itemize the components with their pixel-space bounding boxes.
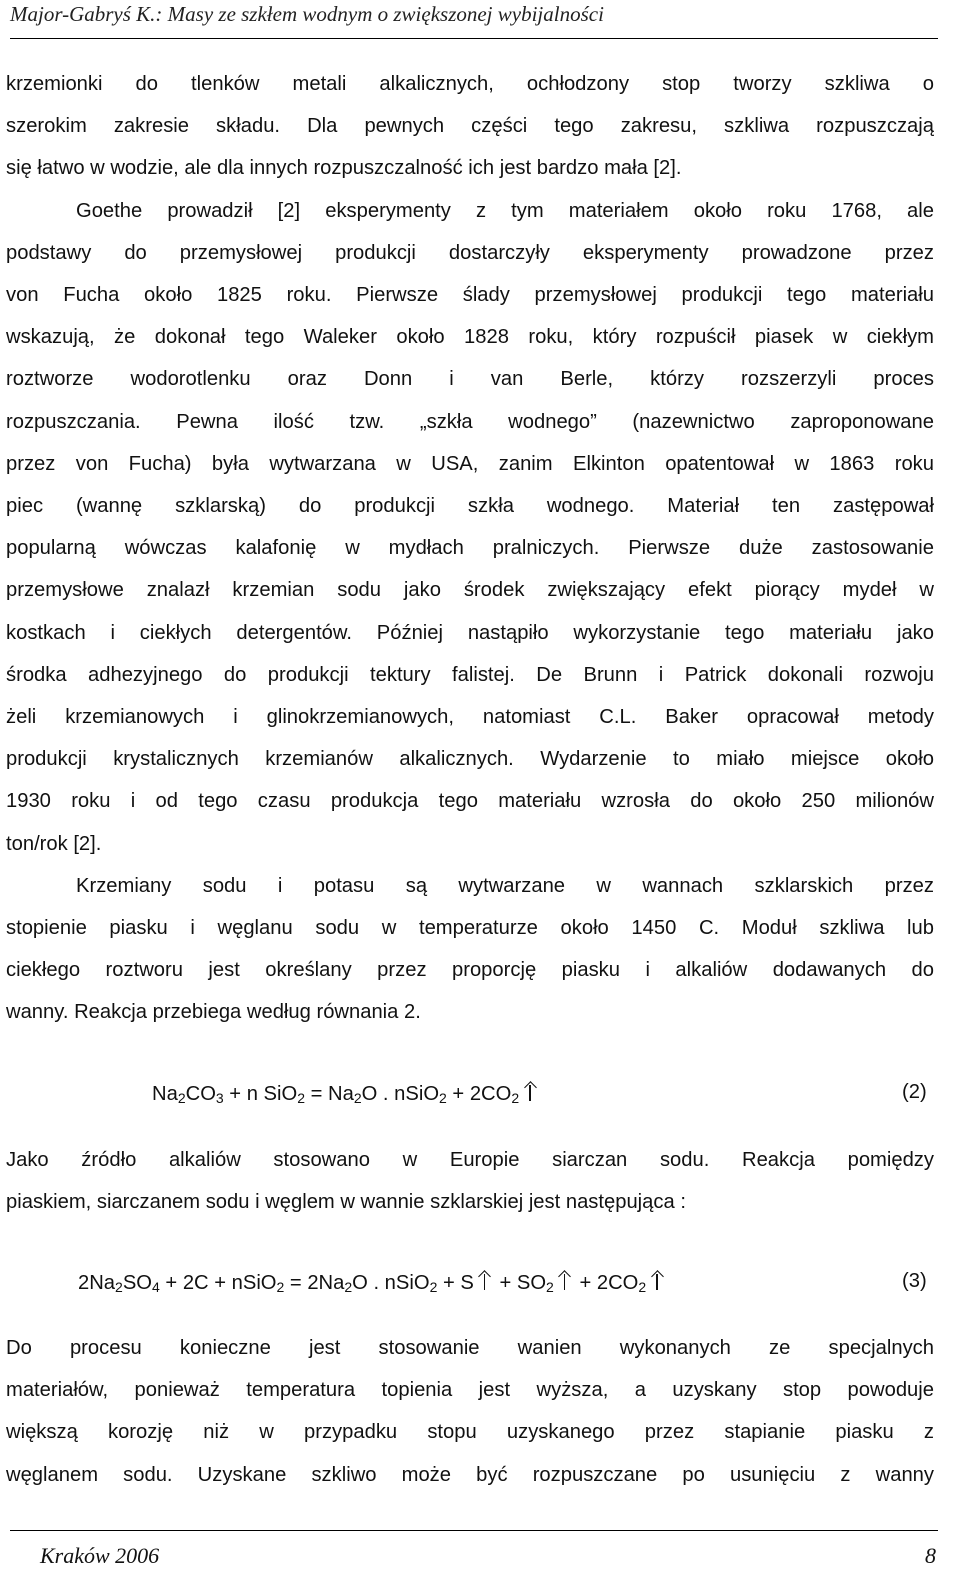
footer-place-year: Kraków 2006 xyxy=(40,1543,160,1568)
equation-2: $Na_2CO_3 + n$ $SiO_2 = Na_2O$ . nSiO$_2$ + $2CO_2$ xyxy=(152,1081,539,1106)
text-line: wanny. Reakcja przebiega według równania 2. xyxy=(6,1001,421,1024)
text-line: ton/rok [2]. xyxy=(6,832,102,855)
equation-3: $2Na_2SO_4 + 2C$ + nSiO$_2$ = $2Na_2O$ . nSiO$_2$ + $S + SO_2 + 2CO_2$ xyxy=(78,1270,666,1295)
text-line: kostkach i ciekłych detergentów. Później nastąpiło wykorzystanie tego materiału jako xyxy=(6,621,934,644)
up-arrow-icon xyxy=(558,1270,572,1290)
text-line: piec (wannę szklarską) do produkcji szkła wodnego. Materiał ten zastępował xyxy=(6,495,934,518)
text-line: szerokim zakresie składu. Dla pewnych części tego zakresu, szkliwa rozpuszczają xyxy=(6,115,934,138)
text-line: przez von Fucha) była wytwarzana w USA, zanim Elkinton opatentował w 1863 roku xyxy=(6,452,934,475)
equation-2-label: (2) xyxy=(902,1081,927,1103)
text-line: rozpuszczania. Pewna ilość tzw. „szkła wodnego” (nazewnictwo zaproponowane xyxy=(6,410,934,433)
up-arrow-icon xyxy=(523,1081,537,1101)
page-number: 8 xyxy=(925,1543,936,1568)
equation-3-label: (3) xyxy=(902,1270,927,1292)
text-line: węglanem sodu. Uzyskane szkliwo może być rozpuszczane po usunięciu z wanny xyxy=(6,1463,934,1486)
paragraph-block-2 xyxy=(6,1139,934,1223)
text-line: Jako źródło alkaliów stosowano w Europie siarczan sodu. Reakcja pomiędzy xyxy=(6,1149,934,1171)
text-line: ciekłego roztworu jest określany przez proporcję piasku i alkaliów dodawanych do xyxy=(6,959,934,982)
text-line: produkcji krystalicznych krzemianów alkalicznych. Wydarzenie to miało miejsce około xyxy=(6,748,934,771)
up-arrow-icon xyxy=(478,1270,492,1290)
text-line: von Fucha około 1825 roku. Pierwsze ślady przemysłowej produkcji tego materiału xyxy=(6,284,934,307)
text-line: się łatwo w wodzie, ale dla innych rozpuszczalność ich jest bardzo mała [2]. xyxy=(6,157,682,180)
text-line: żeli krzemianowych i glinokrzemianowych, natomiast C.L. Baker opracował metody xyxy=(6,706,934,729)
text-line: piaskiem, siarczanem sodu i węglem w wannie szklarskiej jest następująca : xyxy=(6,1191,686,1214)
text-line: materiałów, ponieważ temperatura topienia jest wyższa, a uzyskany stop powoduje xyxy=(6,1379,934,1402)
text-line: wskazują, że dokonał tego Waleker około 1828 roku, który rozpuścił piasek w ciekłym xyxy=(6,326,934,349)
paragraph-block-1 xyxy=(6,63,934,1034)
paragraph-block-3 xyxy=(6,1327,934,1496)
page-footer xyxy=(10,1530,938,1591)
text-line: podstawy do przemysłowej produkcji dostarczyły eksperymenty prowadzone przez xyxy=(6,241,934,264)
text-line: Do procesu konieczne jest stosowanie wanien wykonanych ze specjalnych xyxy=(6,1337,934,1359)
text-line: popularną wówczas kalafonię w mydłach pralniczych. Pierwsze duże zastosowanie xyxy=(6,537,934,560)
text-line: przemysłowe znalazł krzemian sodu jako środek zwiększający efekt piorący mydeł w xyxy=(6,579,934,602)
up-arrow-icon xyxy=(650,1270,664,1290)
text-line: środka adhezyjnego do produkcji tektury falistej. De Brunn i Patrick dokonali rozwoju xyxy=(6,663,934,686)
header-title: Major-Gabryś K.: Masy ze szkłem wodnym o zwiększonej wybijalności xyxy=(10,2,604,26)
text-line: stopienie piasku i węglanu sodu w temperaturze około 1450 C. Moduł szkliwa lub xyxy=(6,917,934,940)
text-line: 1930 roku i od tego czasu produkcja tego materiału wzrosła do około 250 milionów xyxy=(6,790,934,813)
text-line: Krzemiany sodu i potasu są wytwarzane w wannach szklarskich przez xyxy=(76,874,934,897)
text-line: roztworze wodorotlenku oraz Donn i van Berle, którzy rozszerzyli proces xyxy=(6,368,934,391)
page-header xyxy=(10,0,938,39)
text-line: większą korozję niż w przypadku stopu uzyskanego przez stapianie piasku z xyxy=(6,1421,934,1444)
text-line: krzemionki do tlenków metali alkalicznych, ochłodzony stop tworzy szkliwa o xyxy=(6,73,934,95)
text-line: Goethe prowadził [2] eksperymenty z tym materiałem około roku 1768, ale xyxy=(76,199,934,222)
